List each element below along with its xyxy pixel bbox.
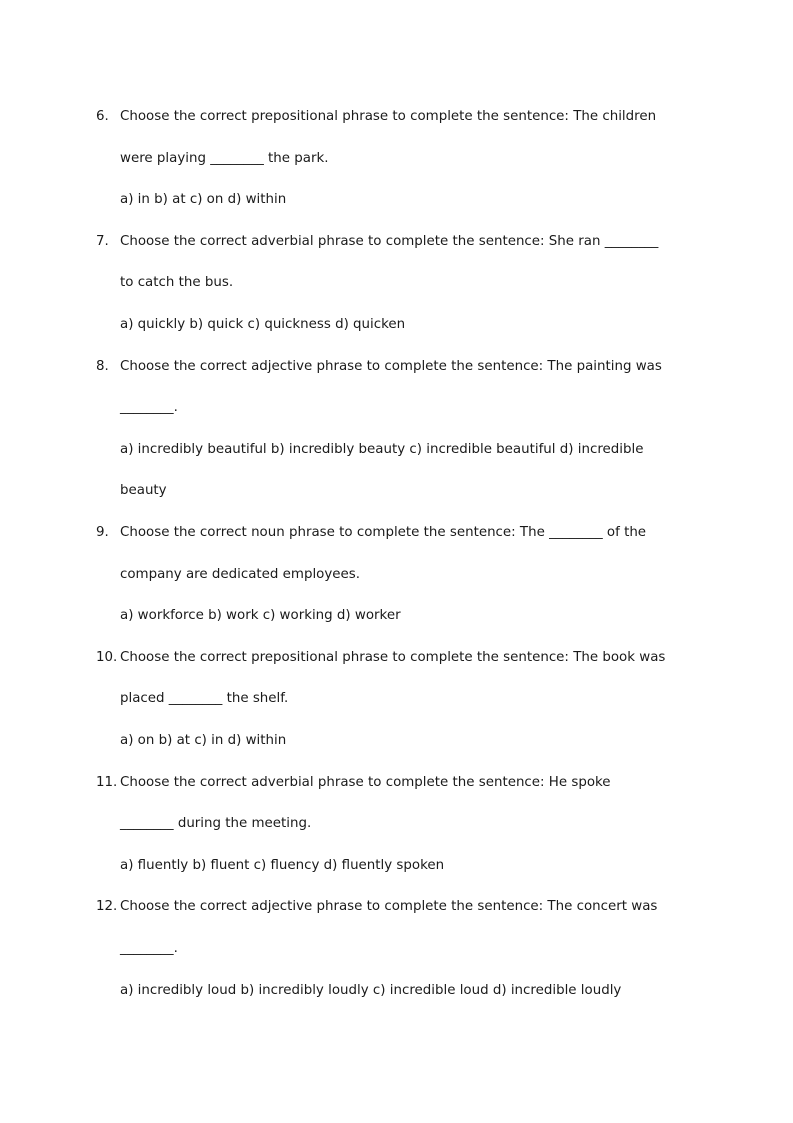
question-number: 8. <box>96 359 109 374</box>
question-number: 10. <box>96 650 118 665</box>
question-text: Choose the correct adverbial phrase to complete the sentence: She ran ________ <box>120 234 659 249</box>
answer-options: a) on b) at c) in d) within <box>120 733 287 748</box>
question-text-continuation: to catch the bus. <box>120 275 234 290</box>
question-number: 6. <box>96 109 109 124</box>
question-text: Choose the correct prepositional phrase to complete the sentence: The children <box>120 109 657 124</box>
question-text-continuation: company are dedicated employees. <box>120 567 360 582</box>
question-text-continuation: ________ during the meeting. <box>120 816 312 831</box>
question-text: Choose the correct noun phrase to complete the sentence: The ________ of the <box>120 525 647 540</box>
answer-options: a) incredibly beautiful b) incredibly beauty c) incredible beautiful d) incredible <box>120 442 644 457</box>
question-text: Choose the correct prepositional phrase to complete the sentence: The book was <box>120 650 666 665</box>
answer-options: a) in b) at c) on d) within <box>120 192 287 207</box>
question-number: 7. <box>96 234 109 249</box>
question-text: Choose the correct adjective phrase to complete the sentence: The painting was <box>120 359 662 374</box>
question-text-continuation: ________. <box>120 400 178 415</box>
answer-options: a) fluently b) fluent c) fluency d) fluently spoken <box>120 858 445 873</box>
question-number: 11. <box>96 775 118 790</box>
answer-options-continuation: beauty <box>120 483 167 498</box>
question-text: Choose the correct adjective phrase to complete the sentence: The concert was <box>120 899 658 914</box>
question-text-continuation: placed ________ the shelf. <box>120 691 289 706</box>
question-text-continuation: were playing ________ the park. <box>120 151 329 166</box>
question-text: Choose the correct adverbial phrase to complete the sentence: He spoke <box>120 775 611 790</box>
answer-options: a) incredibly loud b) incredibly loudly c) incredible loud d) incredible loudly <box>120 983 622 998</box>
answer-options: a) workforce b) work c) working d) worker <box>120 608 401 623</box>
question-number: 9. <box>96 525 109 540</box>
answer-options: a) quickly b) quick c) quickness d) quicken <box>120 317 406 332</box>
question-number: 12. <box>96 899 118 914</box>
question-text-continuation: ________. <box>120 941 178 956</box>
